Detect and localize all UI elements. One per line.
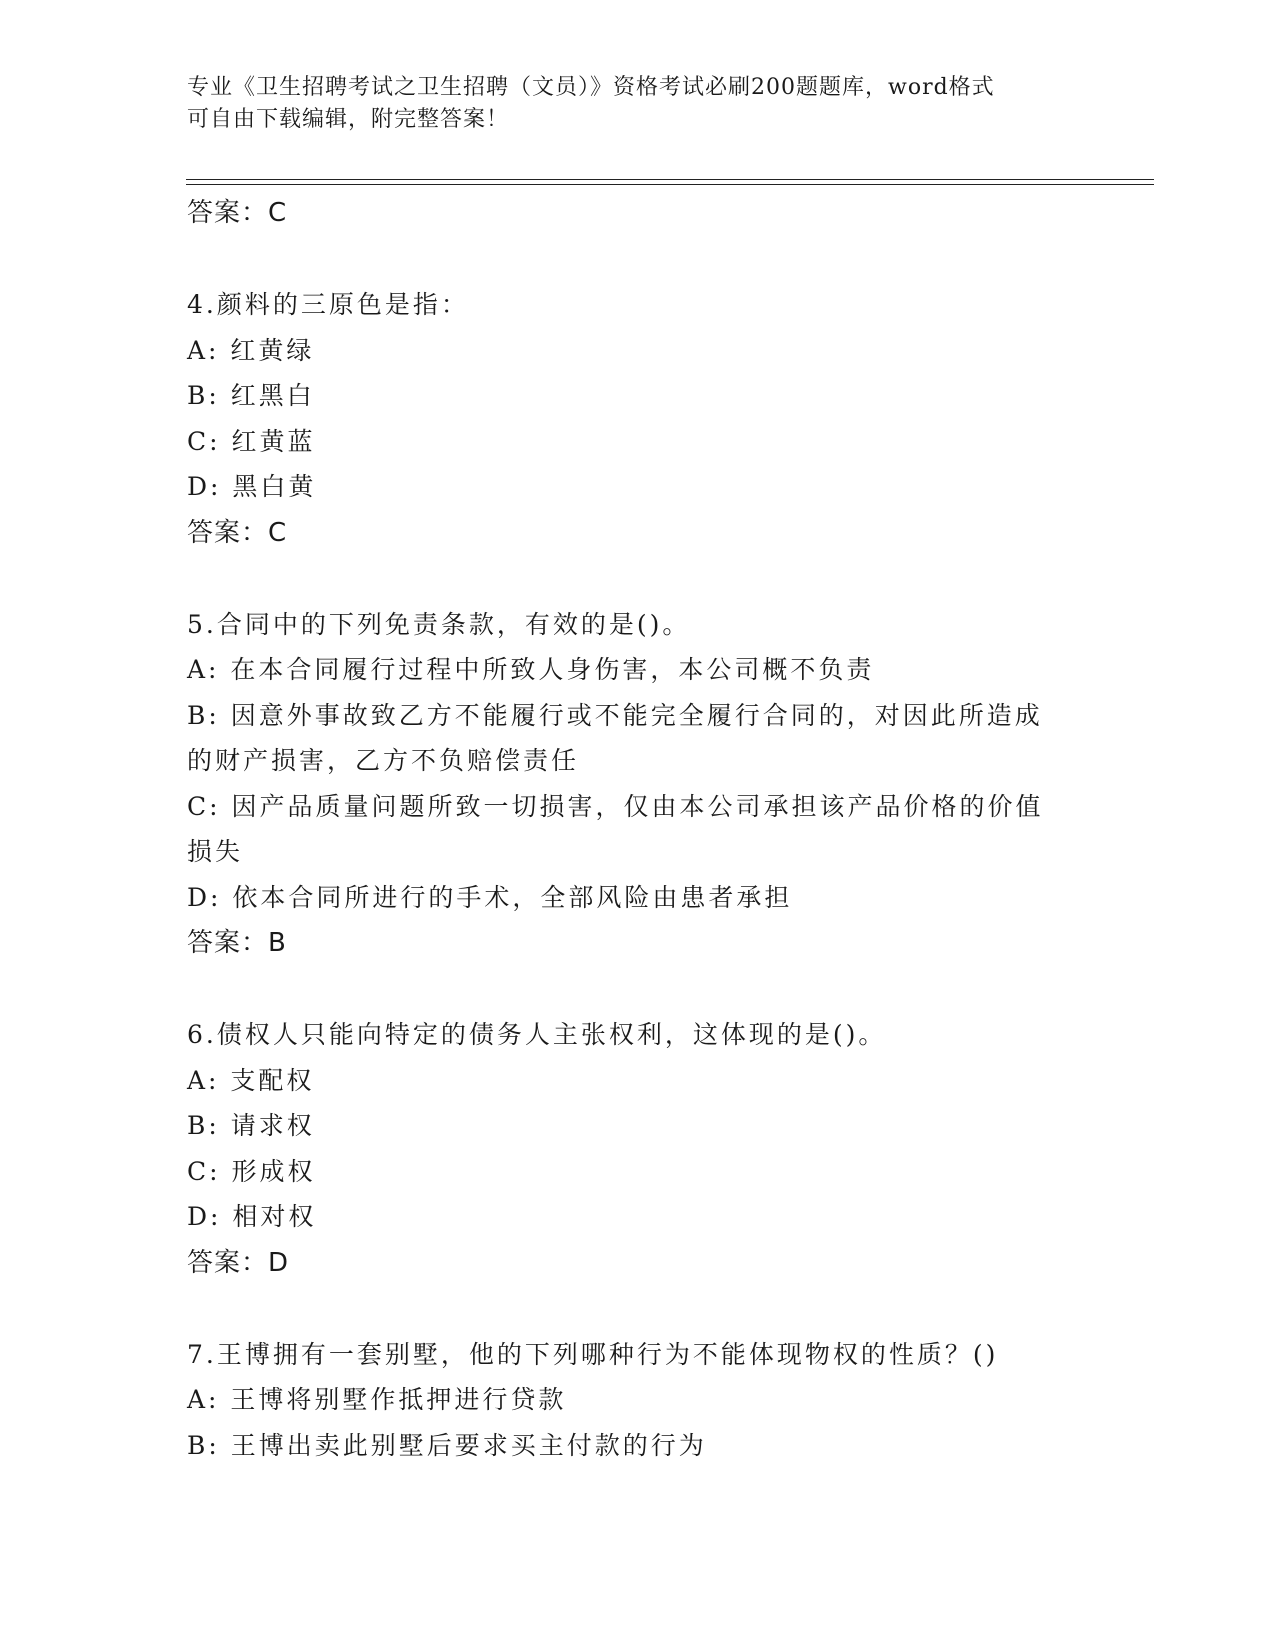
option-a: A: 红黄绿 (187, 335, 315, 365)
option-b: B: 王博出卖此别墅后要求买主付款的行为 (187, 1430, 707, 1460)
option-c: C: 形成权 (187, 1156, 316, 1186)
option-c: C: 红黄蓝 (187, 426, 316, 456)
question-stem: 4.颜料的三原色是指： (187, 290, 469, 319)
option-a: A: 支配权 (187, 1065, 315, 1095)
question-list (187, 190, 1087, 1468)
option-a: A: 在本合同履行过程中所致人身伤害，本公司概不负责 (187, 655, 875, 684)
header-line-2: 可自由下载编辑，附完整答案！ (187, 107, 510, 132)
question-block (187, 1332, 1087, 1469)
header-divider-top (186, 179, 1154, 180)
header-line-1: 专业《卫生招聘考试之卫生招聘（文员）》资格考试必刷200题题库，word格式 (187, 75, 995, 100)
answer-line: 答案：C (187, 517, 288, 548)
answer-line: 答案：C (187, 198, 288, 228)
question-block (187, 282, 1087, 556)
option-d: D: 黑白黄 (187, 472, 317, 501)
option-c: C: 因产品质量问题所致一切损害，仅由本公司承担该产品价格的价值 (187, 791, 1044, 821)
option-b-continued: 的财产损害，乙方不负赔偿责任 (187, 746, 580, 775)
question-block (187, 1012, 1087, 1286)
question-stem: 5.合同中的下列免责条款，有效的是()。 (187, 609, 691, 639)
page-header (187, 72, 1087, 136)
option-c-continued: 损失 (187, 837, 244, 866)
option-b: B: 请求权 (187, 1111, 315, 1140)
answer-line: 答案：D (187, 1247, 290, 1278)
question-block (187, 602, 1087, 967)
option-a: A: 王博将别墅作抵押进行贷款 (187, 1385, 567, 1414)
option-b: B: 红黑白 (187, 381, 315, 410)
question-stem: 6.债权人只能向特定的债务人主张权利，这体现的是()。 (187, 1020, 887, 1049)
header-divider-bottom (186, 184, 1154, 185)
answer-line: 答案：B (187, 928, 287, 958)
question-stem: 7.王博拥有一套别墅，他的下列哪种行为不能体现物权的性质？() (187, 1339, 999, 1369)
option-d: D: 依本合同所进行的手术，全部风险由患者承担 (187, 882, 793, 912)
option-d: D: 相对权 (187, 1202, 317, 1231)
option-b: B: 因意外事故致乙方不能履行或不能完全履行合同的，对因此所造成 (187, 700, 1043, 730)
